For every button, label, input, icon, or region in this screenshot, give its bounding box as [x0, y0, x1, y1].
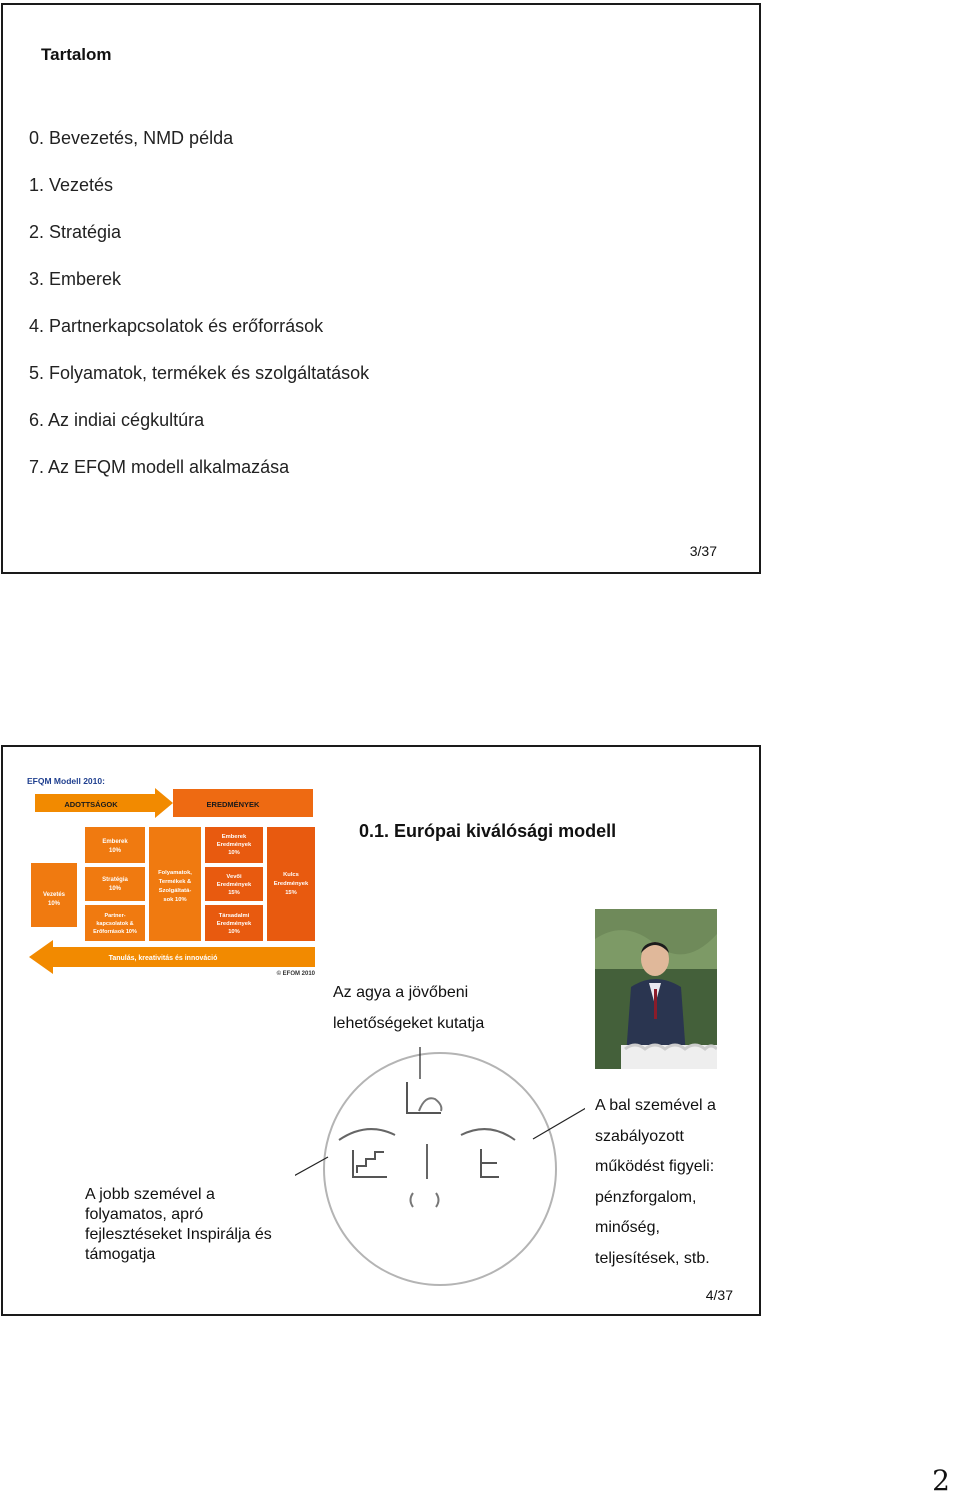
caption-line: Az agya a jövőbeni — [333, 984, 469, 1001]
efqm-model-diagram — [23, 775, 323, 975]
caption-line: lehetőségeket kutatja — [333, 1015, 485, 1032]
people-results-line: 10% — [228, 850, 240, 856]
key-results-line: Kulcs — [283, 872, 299, 878]
customer-results-line: 15% — [228, 890, 240, 896]
processes-line: sok 10% — [163, 897, 187, 903]
document-page-number: 2 — [932, 1464, 950, 1497]
strategy-box — [85, 867, 145, 901]
head-outline — [324, 1053, 556, 1285]
partnerships-line: kapcsolatok & — [96, 921, 134, 927]
people-box — [85, 827, 145, 863]
leadership-pct: 10% — [47, 901, 61, 907]
leadership-label: Vezetés — [42, 892, 66, 898]
caption-line: támogatja — [85, 1246, 156, 1263]
toc-item: 4. Partnerkapcsolatok és erőforrások — [29, 316, 324, 336]
results-label: EREDMÉNYEK — [206, 800, 260, 809]
caption-line: szabályozott — [595, 1127, 684, 1145]
people-label: Emberek — [102, 839, 128, 845]
learning-label: Tanulás, kreativitás és innováció — [108, 955, 218, 962]
face-diagram — [295, 1047, 585, 1287]
strategy-label: Stratégia — [102, 877, 128, 883]
slide-contents — [1, 3, 761, 574]
caption-line: A jobb szemével a — [85, 1186, 215, 1203]
caption-line: teljesítések, stb. — [595, 1249, 710, 1267]
slide-efqm-model — [1, 745, 761, 1316]
caption-line: fejlesztéseket Inspirálja és — [85, 1226, 272, 1243]
people-results-line: Eredmények — [216, 842, 252, 848]
caption-line: folyamatos, apró — [85, 1206, 204, 1223]
key-results-line: Eredmények — [273, 881, 309, 887]
customer-results-line: Vevői — [226, 874, 242, 880]
people-pct: 10% — [108, 848, 122, 854]
slide-title: 0.1. Európai kiválósági modell — [359, 821, 617, 841]
left-eye-caption — [85, 1185, 305, 1265]
caption-line: működést figyeli: — [595, 1158, 715, 1175]
society-results-line: 10% — [228, 929, 240, 935]
people-results-line: Emberek — [221, 834, 247, 840]
slide-page-number: 3/37 — [689, 543, 717, 559]
toc-item: 6. Az indiai cégkultúra — [29, 410, 205, 430]
processes-line: Szolgáltatá- — [158, 888, 192, 894]
slide-page-number: 4/37 — [705, 1287, 733, 1303]
processes-line: Folyamatok, — [158, 870, 192, 876]
key-results-line: 15% — [285, 890, 297, 896]
efqm-heading: EFQM Modell 2010: — [27, 776, 105, 786]
processes-line: Termékek & — [158, 879, 192, 885]
strategy-pct: 10% — [108, 886, 122, 892]
slide-title: Tartalom — [41, 45, 112, 64]
enablers-label: ADOTTSÁGOK — [64, 800, 118, 809]
caption-line: minőség, — [595, 1219, 660, 1236]
brain-caption — [333, 977, 484, 1039]
partnerships-line: Partner- — [104, 913, 126, 919]
society-results-line: Társadalmi — [218, 913, 250, 919]
table-of-contents — [29, 127, 369, 503]
toc-item: 7. Az EFQM modell alkalmazása — [29, 457, 290, 477]
caption-line: pénzforgalom, — [595, 1188, 697, 1206]
portrait-photo — [595, 909, 717, 1069]
toc-item: 1. Vezetés — [29, 175, 114, 195]
toc-item: 2. Stratégia — [29, 222, 122, 242]
right-eye-caption — [595, 1091, 716, 1274]
society-results-line: Eredmények — [216, 921, 252, 927]
toc-item: 3. Emberek — [29, 269, 122, 289]
customer-results-line: Eredmények — [216, 882, 252, 888]
toc-item: 0. Bevezetés, NMD példa — [29, 128, 234, 148]
partnerships-line: Erőforrások 10% — [93, 929, 137, 935]
toc-item: 5. Folyamatok, termékek és szolgáltatások — [29, 363, 370, 383]
efqm-copyright: © EFQM 2010 — [276, 971, 315, 975]
caption-line: A bal szemével a — [595, 1097, 716, 1114]
